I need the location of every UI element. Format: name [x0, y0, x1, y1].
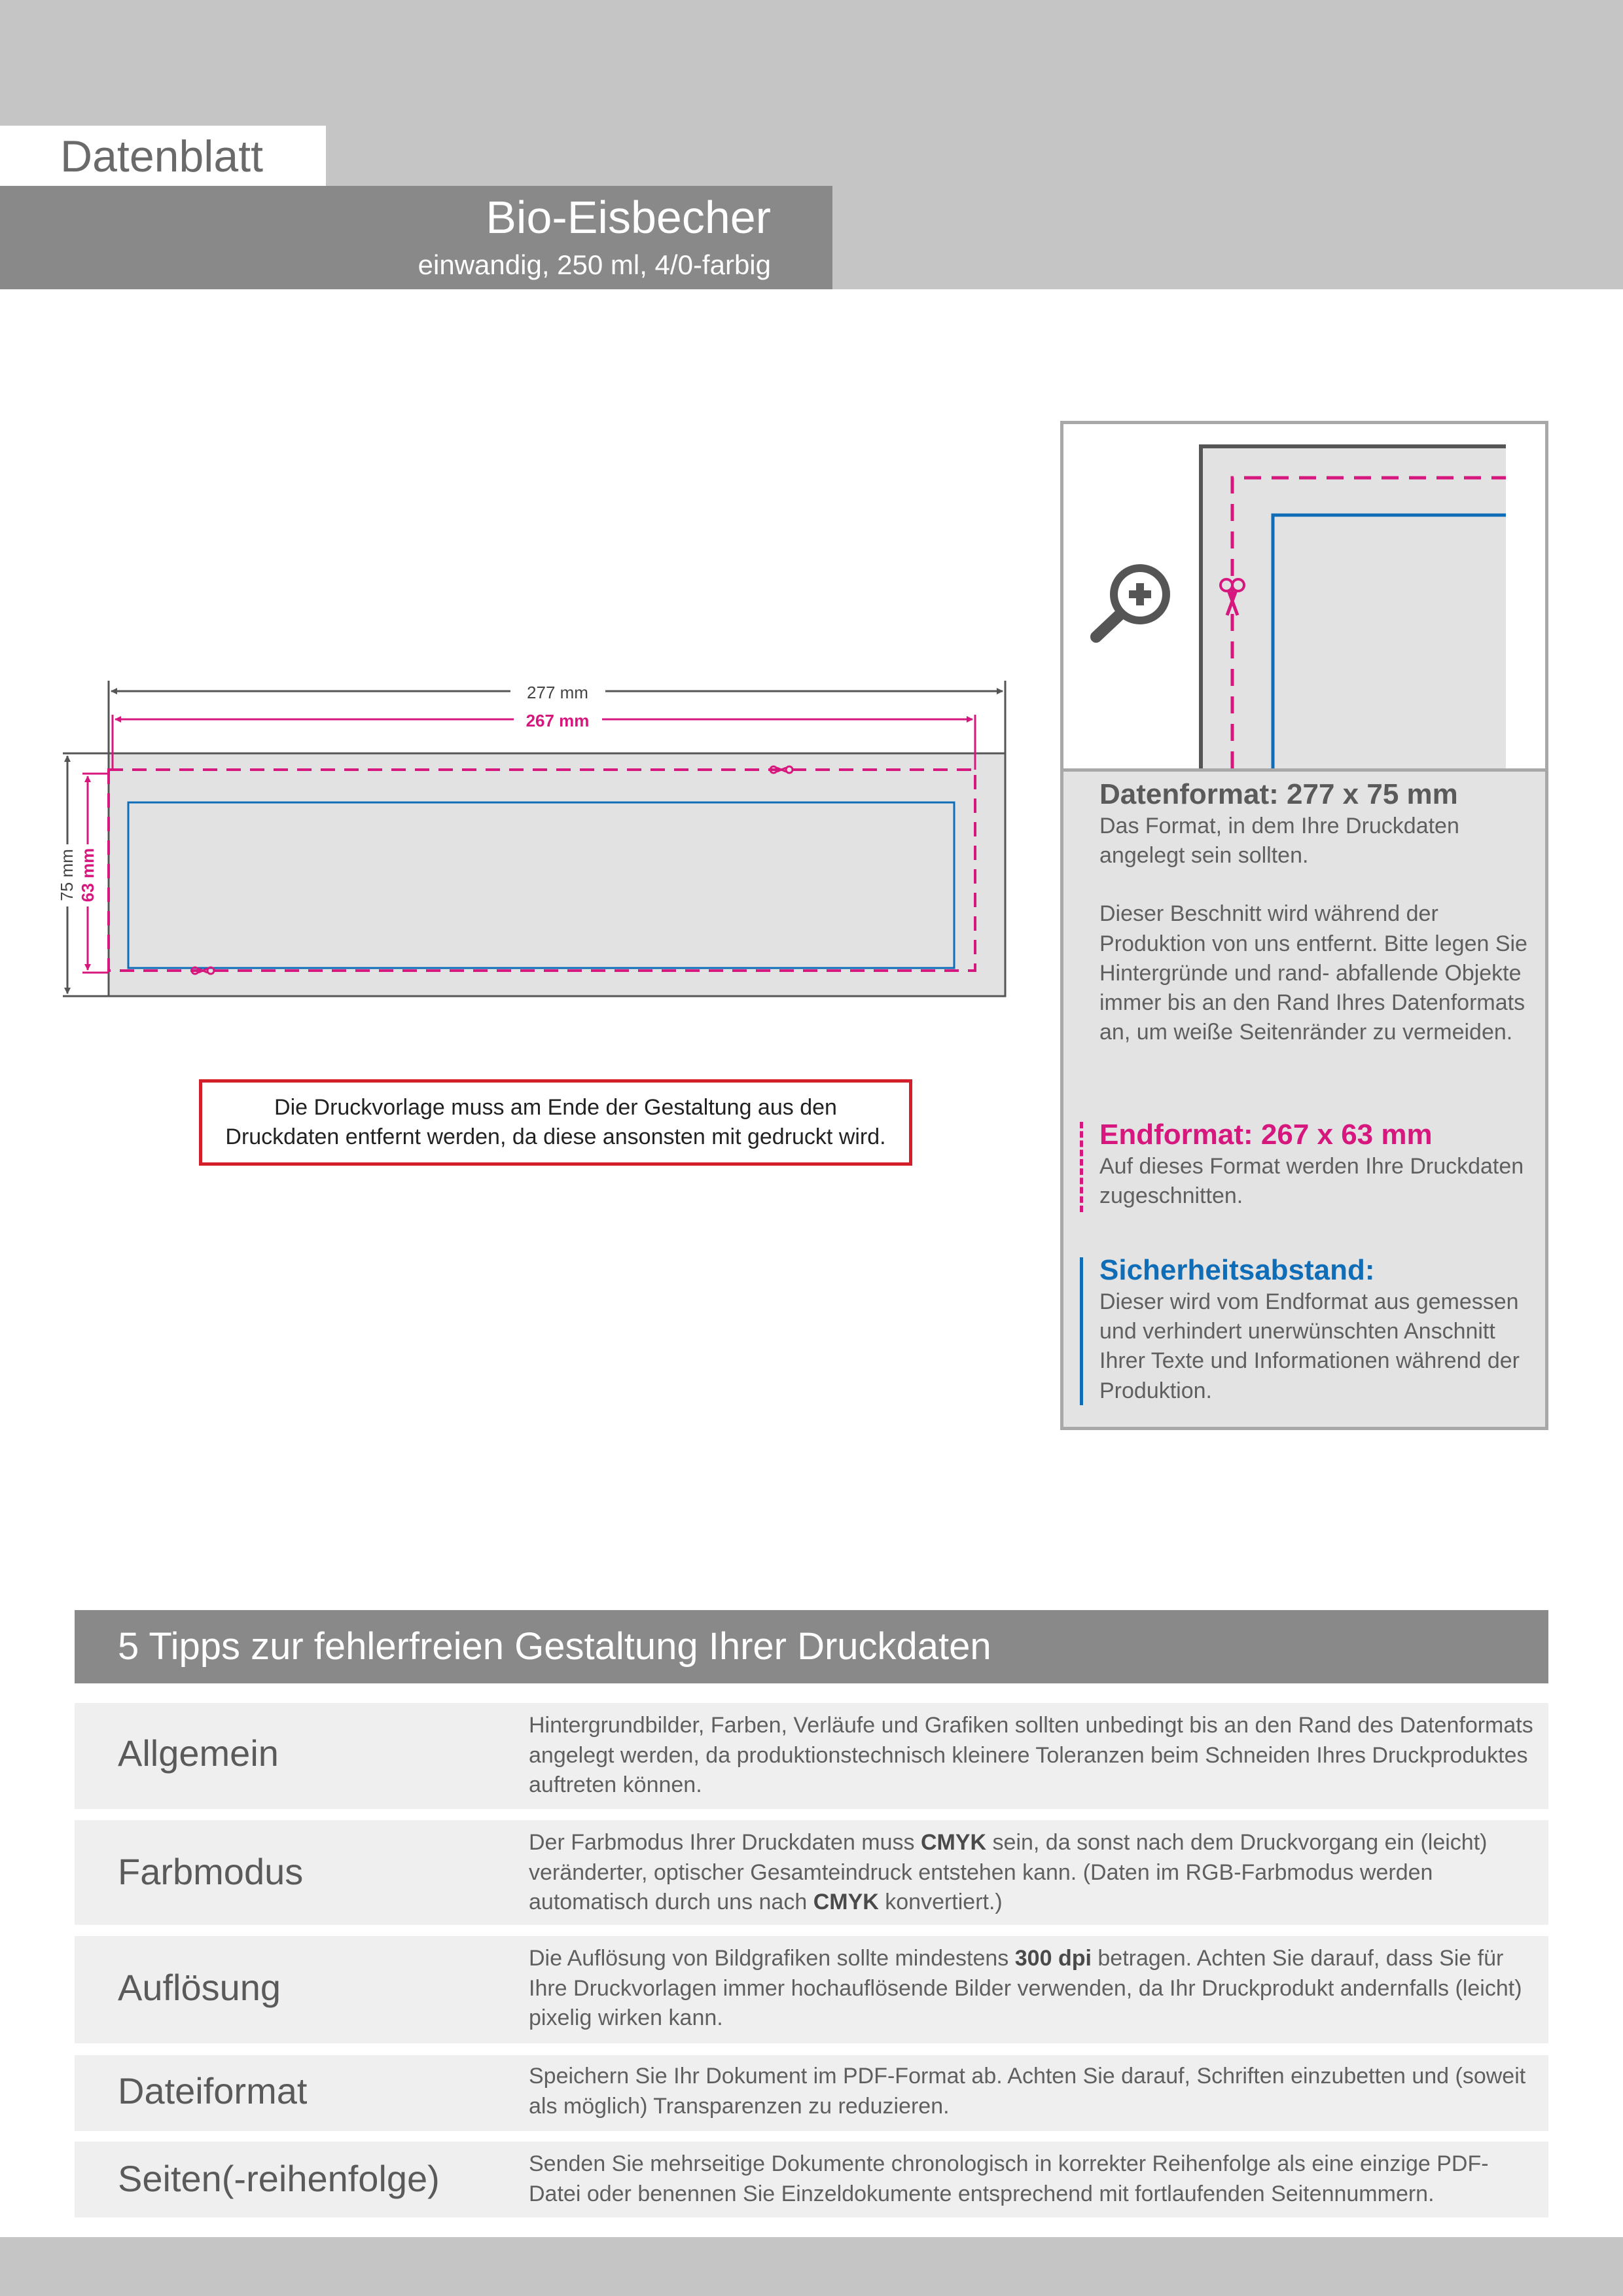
dimension-width-outer: 277 mm — [527, 683, 588, 702]
endformat-marker — [1080, 1122, 1083, 1212]
tips-title: 5 Tipps zur fehlerfreien Gestaltung Ihrer Druckdaten — [118, 1625, 991, 1668]
dimension-height-outer: 75 mm — [57, 849, 77, 901]
tip-text: Der Farbmodus Ihrer Druckdaten muss CMYK sein, da sonst nach dem Druckvorgang ein (leicht) veränderter, optischer Gesamteindruck entstehen kann. (Daten im RGB-Farbmodus werden automatisch durch uns nach CMYK konvertiert.) — [529, 1830, 1488, 1915]
dimension-width-inner: 267 mm — [526, 711, 590, 730]
datenformat-section — [1099, 778, 1544, 1047]
tip-row-allgemein — [75, 1703, 1548, 1809]
endformat-section — [1099, 1118, 1544, 1211]
zoom-detail — [1063, 424, 1545, 772]
tip-label: Allgemein — [118, 1732, 279, 1774]
datenformat-note: Dieser Beschnitt wird während der Produktion von uns entfernt. Bitte legen Sie Hintergründe und rand- abfallende Objekte immer bis an den Rand Ihres Datenformats an, um weiße Seitenränder zu vermeiden. — [1099, 901, 1527, 1045]
endformat-title: Endformat: 267 x 63 mm — [1099, 1119, 1433, 1151]
format-diagram — [0, 655, 1021, 1021]
tip-row-dateiformat — [75, 2055, 1548, 2131]
tip-text: Hintergrundbilder, Farben, Verläufe und Grafiken sollten unbedingt bis an den Rand des Datenformats angelegt werden, da produktionstechnisch kleinere Toleranzen beim Schneiden Ihres Druckproduktes auftreten können. — [529, 1713, 1533, 1798]
tips-header — [75, 1610, 1548, 1683]
product-title-box — [0, 186, 832, 289]
doc-label-tab — [0, 126, 326, 186]
footer-band — [0, 2237, 1623, 2296]
tip-label: Farbmodus — [118, 1851, 304, 1892]
notice-text: Die Druckvorlage muss am Ende der Gestaltung aus den Druckdaten entfernt werden, da diese ansonsten mit gedruckt wird. — [225, 1095, 886, 1149]
info-panel — [1060, 421, 1548, 1430]
tip-label: Dateiformat — [118, 2070, 308, 2111]
dimension-height-inner: 63 mm — [78, 848, 98, 903]
sicherheit-marker — [1080, 1257, 1083, 1405]
tip-label: Auflösung — [118, 1967, 281, 2008]
datenformat-area — [109, 753, 1005, 996]
tip-text: Die Auflösung von Bildgrafiken sollte mindestens 300 dpi betragen. Achten Sie darauf, dass Sie für Ihre Druckvorlagen immer hochauflösende Bilder verwenden, da Ihr Druckprodukt andernfalls (leicht) pixelig wirken kann. — [529, 1946, 1522, 2031]
datenformat-text: Das Format, in dem Ihre Druckdaten angelegt sein sollten. — [1099, 813, 1459, 869]
product-title: Bio-Eisbecher — [486, 192, 771, 243]
tip-text: Senden Sie mehrseitige Dokumente chronologisch in korrekter Reihenfolge als eine einzige PDF-Datei oder benennen Sie Einzeldokumente entsprechend mit fortlaufenden Seitennummern. — [529, 2151, 1489, 2206]
notice-box — [199, 1079, 912, 1166]
sicherheit-title: Sicherheitsabstand: — [1099, 1254, 1375, 1286]
datenformat-title: Datenformat: 277 x 75 mm — [1099, 778, 1458, 810]
sicherheit-section — [1099, 1253, 1544, 1406]
endformat-text: Auf dieses Format werden Ihre Druckdaten zugeschnitten. — [1099, 1153, 1524, 1209]
corner-detail-graphic — [1063, 424, 1545, 768]
sicherheit-text: Dieser wird vom Endformat aus gemessen und verhindert unerwünschten Anschnitt Ihrer Texte und Informationen während der Produktion. — [1099, 1289, 1520, 1403]
tip-row-aufloesung — [75, 1936, 1548, 2043]
tip-row-farbmodus — [75, 1820, 1548, 1925]
tip-text: Speichern Sie Ihr Dokument im PDF-Format ab. Achten Sie darauf, Schriften einzubetten und (soweit als möglich) Transparenzen zu reduzieren. — [529, 2064, 1526, 2119]
tip-row-seiten — [75, 2142, 1548, 2217]
magnifier-plus-icon — [1096, 564, 1170, 637]
product-subtitle: einwandig, 250 ml, 4/0-farbig — [418, 249, 771, 280]
doc-label: Datenblatt — [60, 132, 263, 181]
tip-label: Seiten(-reihenfolge) — [118, 2158, 440, 2199]
